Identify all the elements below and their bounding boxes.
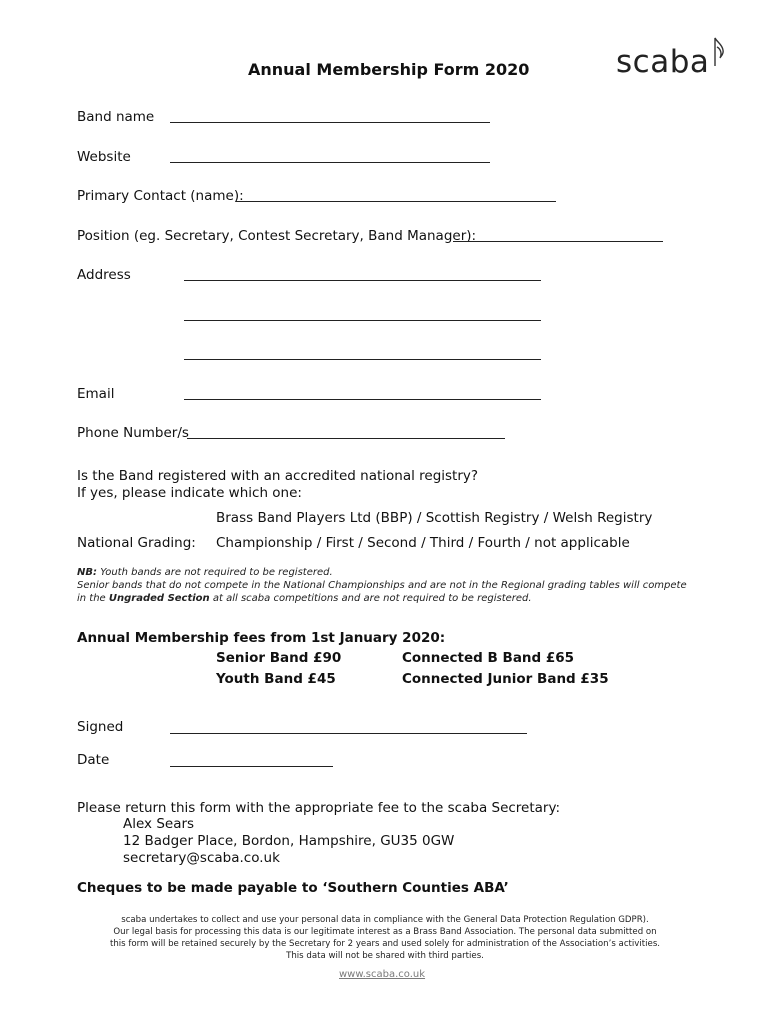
fees-heading: Annual Membership fees from 1st January 2020:	[77, 630, 446, 646]
date-field[interactable]	[170, 766, 333, 767]
band-name-field[interactable]	[170, 122, 490, 123]
gdpr-line-3: this form will be retained securely by the Secretary for 2 years and used solely for administration of the Association’s activities.	[109, 939, 661, 949]
return-instruction: Please return this form with the appropriate fee to the scaba Secretary:	[77, 800, 561, 816]
connected-junior-band-fee: Connected Junior Band £35	[402, 671, 609, 687]
address-field-line-1[interactable]	[184, 280, 541, 281]
signed-label: Signed	[77, 719, 124, 735]
music-note-icon	[712, 34, 726, 68]
gdpr-line-4: This data will not be shared with third parties.	[286, 951, 484, 961]
ungraded-note-line	[77, 593, 532, 604]
date-label: Date	[77, 752, 110, 768]
secretary-email: secretary@scaba.co.uk	[123, 850, 280, 866]
email-label: Email	[77, 386, 115, 402]
page-title: Annual Membership Form 2020	[248, 60, 530, 79]
primary-contact-field[interactable]	[236, 201, 556, 202]
registry-instruction: If yes, please indicate which one:	[77, 485, 302, 501]
senior-band-fee: Senior Band £90	[216, 650, 342, 666]
registry-question: Is the Band registered with an accredited national registry?	[77, 468, 479, 484]
website-link[interactable]: www.scaba.co.uk	[339, 969, 426, 980]
position-label: Position (eg. Secretary, Contest Secretary, Band Manager):	[77, 228, 477, 244]
band-name-label: Band name	[77, 109, 155, 125]
secretary-address: 12 Badger Place, Bordon, Hampshire, GU35 0GW	[123, 833, 455, 849]
gdpr-line-2: Our legal basis for processing this data is our legitimate interest as a Brass Band Association. The personal data submitted on	[113, 927, 657, 937]
connected-b-band-fee: Connected B Band £65	[402, 650, 575, 666]
website-label: Website	[77, 149, 131, 165]
ungraded-note-post: at all scaba competitions and are not required to be registered.	[212, 593, 532, 604]
address-label: Address	[77, 267, 131, 283]
ungraded-note-pre: in the	[77, 593, 106, 604]
nb-text: Youth bands are not required to be registered.	[100, 567, 333, 578]
logo-text: scaba	[616, 44, 710, 80]
registry-options: Brass Band Players Ltd (BBP) / Scottish Registry / Welsh Registry	[216, 510, 653, 526]
senior-note-line: Senior bands that do not compete in the National Championships and are not in the Regional grading tables will compete	[77, 580, 687, 591]
position-field[interactable]	[453, 241, 663, 242]
secretary-name: Alex Sears	[123, 816, 195, 832]
gdpr-line-1: scaba undertakes to collect and use your personal data in compliance with the General Data Protection Regulation GDPR).	[121, 915, 649, 925]
address-field-line-3[interactable]	[184, 359, 541, 360]
grading-options: Championship / First / Second / Third / Fourth / not applicable	[216, 535, 630, 551]
address-field-line-2[interactable]	[184, 320, 541, 321]
website-field[interactable]	[170, 162, 490, 163]
ungraded-section-label: Ungraded Section	[108, 593, 210, 604]
phone-field[interactable]	[187, 438, 505, 439]
nb-note	[77, 567, 333, 578]
cheques-payable-note: Cheques to be made payable to ‘Southern Counties ABA’	[77, 880, 509, 896]
scaba-logo	[616, 44, 709, 80]
primary-contact-label: Primary Contact (name):	[77, 188, 244, 204]
email-field[interactable]	[184, 399, 541, 400]
nb-label: NB:	[77, 567, 97, 578]
phone-label: Phone Number/s	[77, 425, 189, 441]
youth-band-fee: Youth Band £45	[216, 671, 336, 687]
grading-label: National Grading:	[77, 535, 196, 551]
signature-field[interactable]	[170, 733, 527, 734]
